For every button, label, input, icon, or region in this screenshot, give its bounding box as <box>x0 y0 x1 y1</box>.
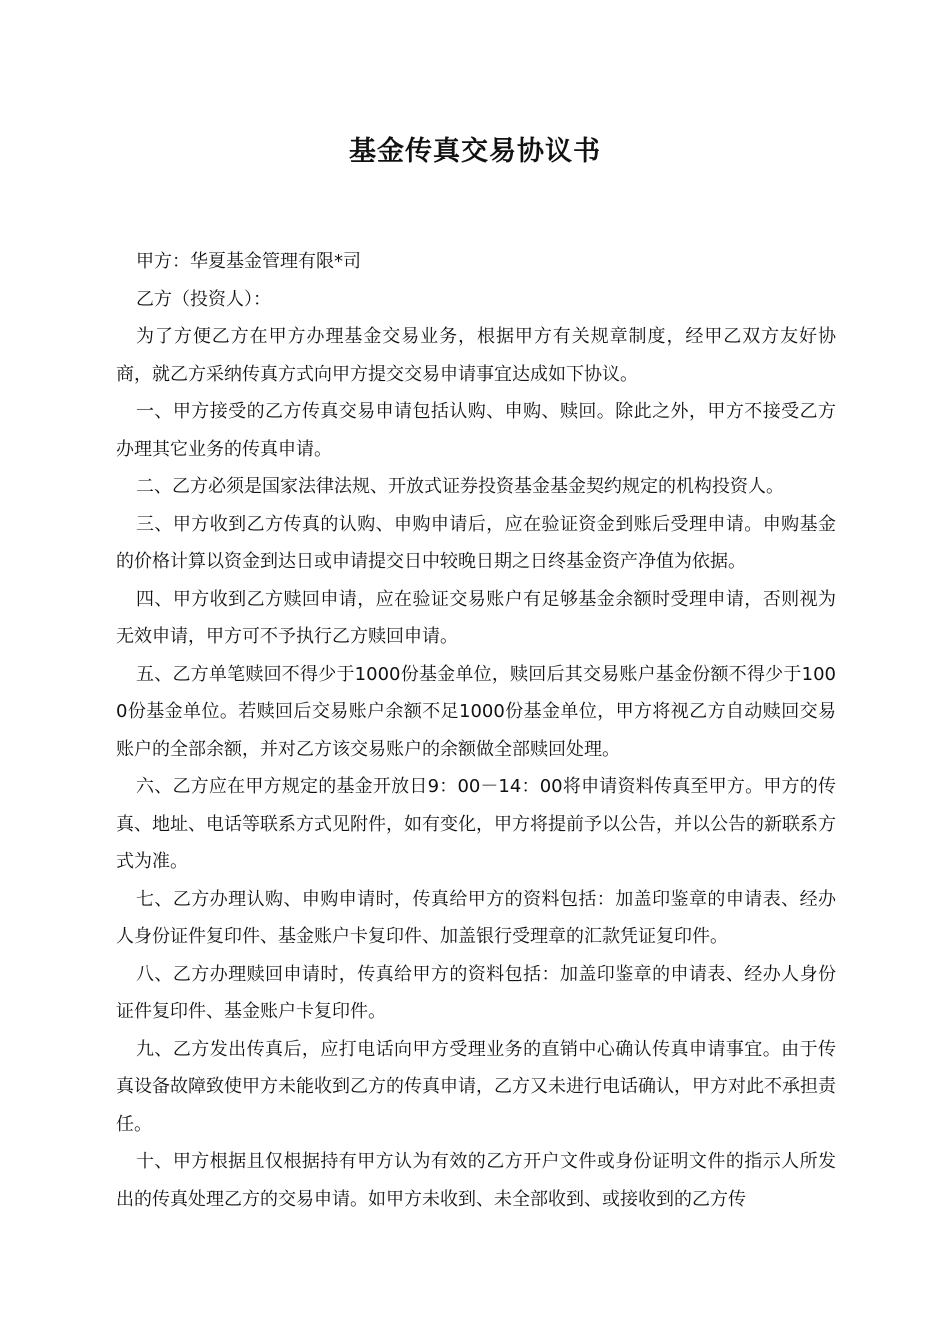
clause-7: 七、乙方办理认购、申购申请时，传真给甲方的资料包括：加盖印鉴章的申请表、经办人身份证件复印件、基金账户卡复印件、加盖银行受理章的汇款凭证复印件。 <box>116 888 836 947</box>
intro-paragraph: 为了方便乙方在甲方办理基金交易业务，根据甲方有关规章制度，经甲乙双方友好协商，就乙方采纳传真方式向甲方提交交易申请事宜达成如下协议。 <box>116 326 836 385</box>
clause-4: 四、甲方收到乙方赎回申请，应在验证交易账户有足够基金余额时受理申请，否则视为无效申请，甲方可不予执行乙方赎回申请。 <box>116 588 836 647</box>
party-b-line: 乙方（投资人）： <box>136 288 271 310</box>
clause-1: 一、甲方接受的乙方传真交易申请包括认购、申购、赎回。除此之外，甲方不接受乙方办理其它业务的传真申请。 <box>116 401 836 460</box>
clause-3: 三、甲方收到乙方传真的认购、申购申请后，应在验证资金到账后受理申请。申购基金的价格计算以资金到达日或申请提交日中较晚日期之日终基金资产净值为依据。 <box>116 513 836 572</box>
party-a-line: 甲方：华夏基金管理有限*司 <box>136 251 361 272</box>
clause-9: 九、乙方发出传真后，应打电话向甲方受理业务的直销中心确认传真申请事宜。由于传真设备故障致使甲方未能收到乙方的传真申请，乙方又未进行电话确认，甲方对此不承担责任。 <box>116 1038 836 1135</box>
clause-6: 六、乙方应在甲方规定的基金开放日9：00－14：00将申请资料传真至甲方。甲方的传真、地址、电话等联系方式见附件，如有变化，甲方将提前予以公告，并以公告的新联系方式为准。 <box>116 776 836 872</box>
clause-8: 八、乙方办理赎回申请时，传真给甲方的资料包括：加盖印鉴章的申请表、经办人身份证件复印件、基金账户卡复印件。 <box>116 963 836 1022</box>
clause-5: 五、乙方单笔赎回不得少于1000份基金单位，赎回后其交易账户基金份额不得少于1000份基金单位。若赎回后交易账户余额不足1000份基金单位，甲方将视乙方自动赎回交易账户的全部余额，并对乙方该交易账户的余额做全部赎回处理。 <box>116 663 836 760</box>
clause-2: 二、乙方必须是国家法律法规、开放式证券投资基金基金契约规定的机构投资人。 <box>136 476 784 497</box>
document-body <box>116 243 836 1218</box>
document-title: 基金传真交易协议书 <box>349 136 601 167</box>
clause-10: 十、甲方根据且仅根据持有甲方认为有效的乙方开户文件或身份证明文件的指示人所发出的传真处理乙方的交易申请。如甲方未收到、未全部收到、或接收到的乙方传 <box>116 1151 836 1210</box>
